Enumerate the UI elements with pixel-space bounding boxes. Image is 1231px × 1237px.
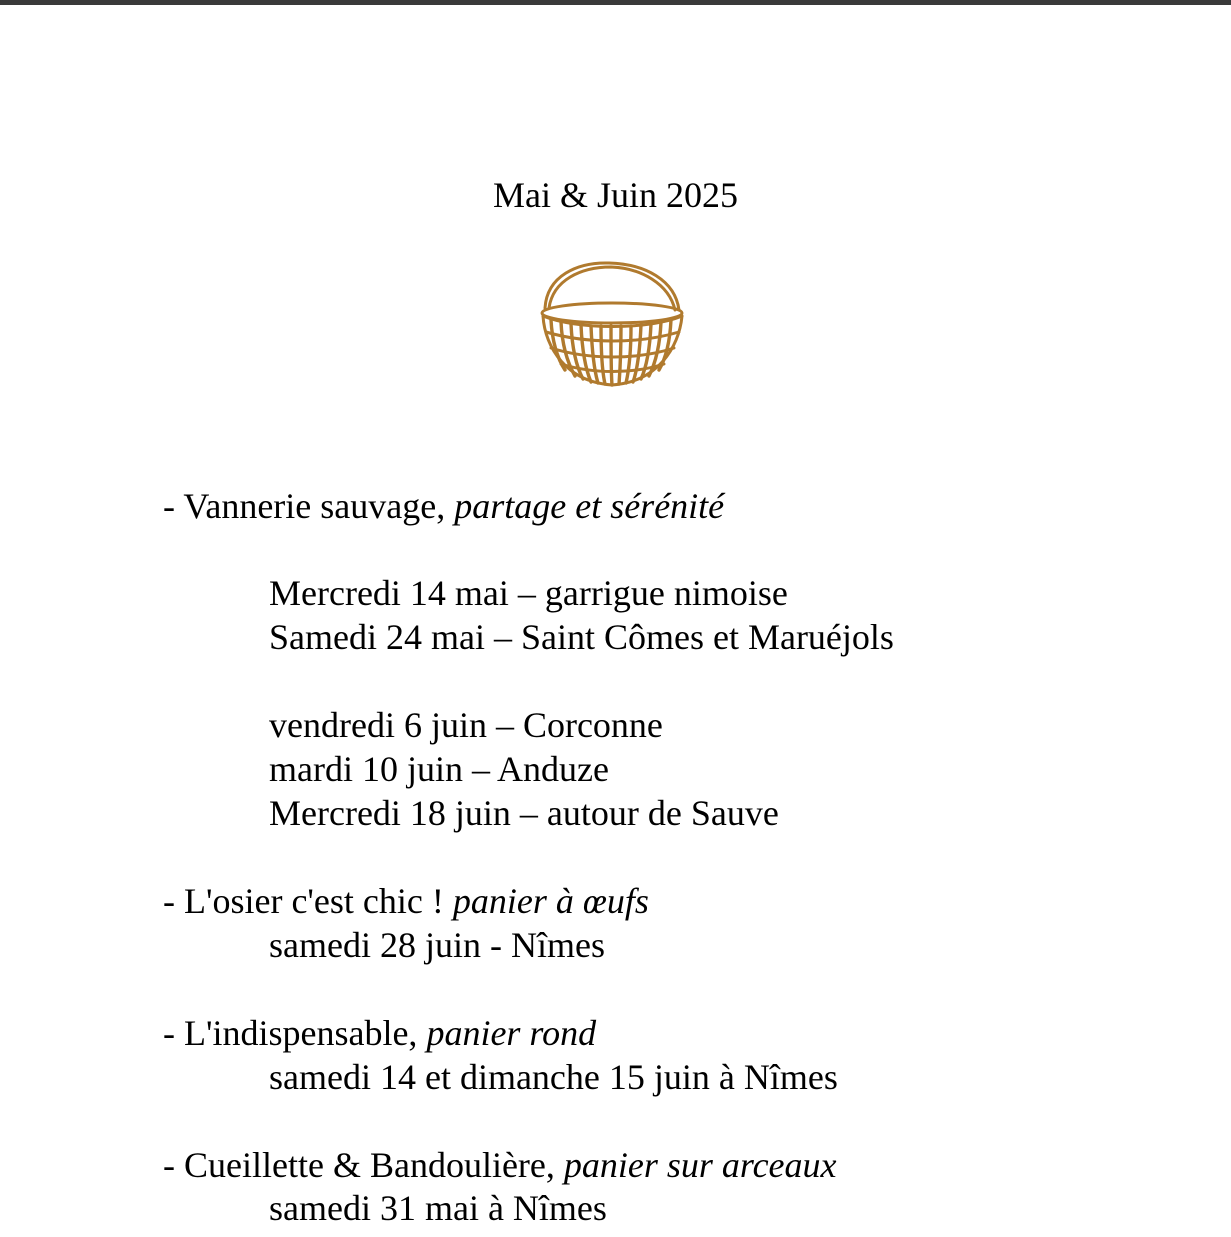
- basket-icon: [537, 258, 687, 393]
- section-heading: - L'osier c'est chic !: [163, 881, 453, 921]
- section-subtitle: partage et sérénité: [454, 486, 725, 526]
- top-border: [0, 0, 1231, 5]
- section-indispensable: [163, 1011, 596, 1055]
- section-heading: - Cueillette & Bandoulière,: [163, 1145, 564, 1185]
- date-line: samedi 28 juin - Nîmes: [269, 925, 605, 965]
- section-subtitle: panier sur arceaux: [563, 1145, 837, 1185]
- date-line: samedi 14 et dimanche 15 juin à Nîmes: [269, 1057, 838, 1097]
- section-osier-chic: [163, 879, 649, 923]
- date-line: Samedi 24 mai – Saint Cômes et Maruéjols: [269, 617, 894, 657]
- section-vannerie-sauvage: [163, 484, 724, 528]
- date-line: vendredi 6 juin – Corconne: [269, 705, 663, 745]
- date-line: Mercredi 14 mai – garrigue nimoise: [269, 573, 788, 613]
- date-line: mardi 10 juin – Anduze: [269, 749, 609, 789]
- section-heading: - Vannerie sauvage,: [163, 486, 455, 526]
- section-heading: - L'indispensable,: [163, 1013, 427, 1053]
- section-subtitle: panier rond: [426, 1013, 597, 1053]
- page-title: Mai & Juin 2025: [492, 175, 738, 215]
- section-cueillette-bandouliere: [163, 1143, 837, 1187]
- date-line: Mercredi 18 juin – autour de Sauve: [269, 793, 779, 833]
- section-subtitle: panier à œufs: [452, 881, 649, 921]
- date-line: samedi 31 mai à Nîmes: [269, 1188, 607, 1228]
